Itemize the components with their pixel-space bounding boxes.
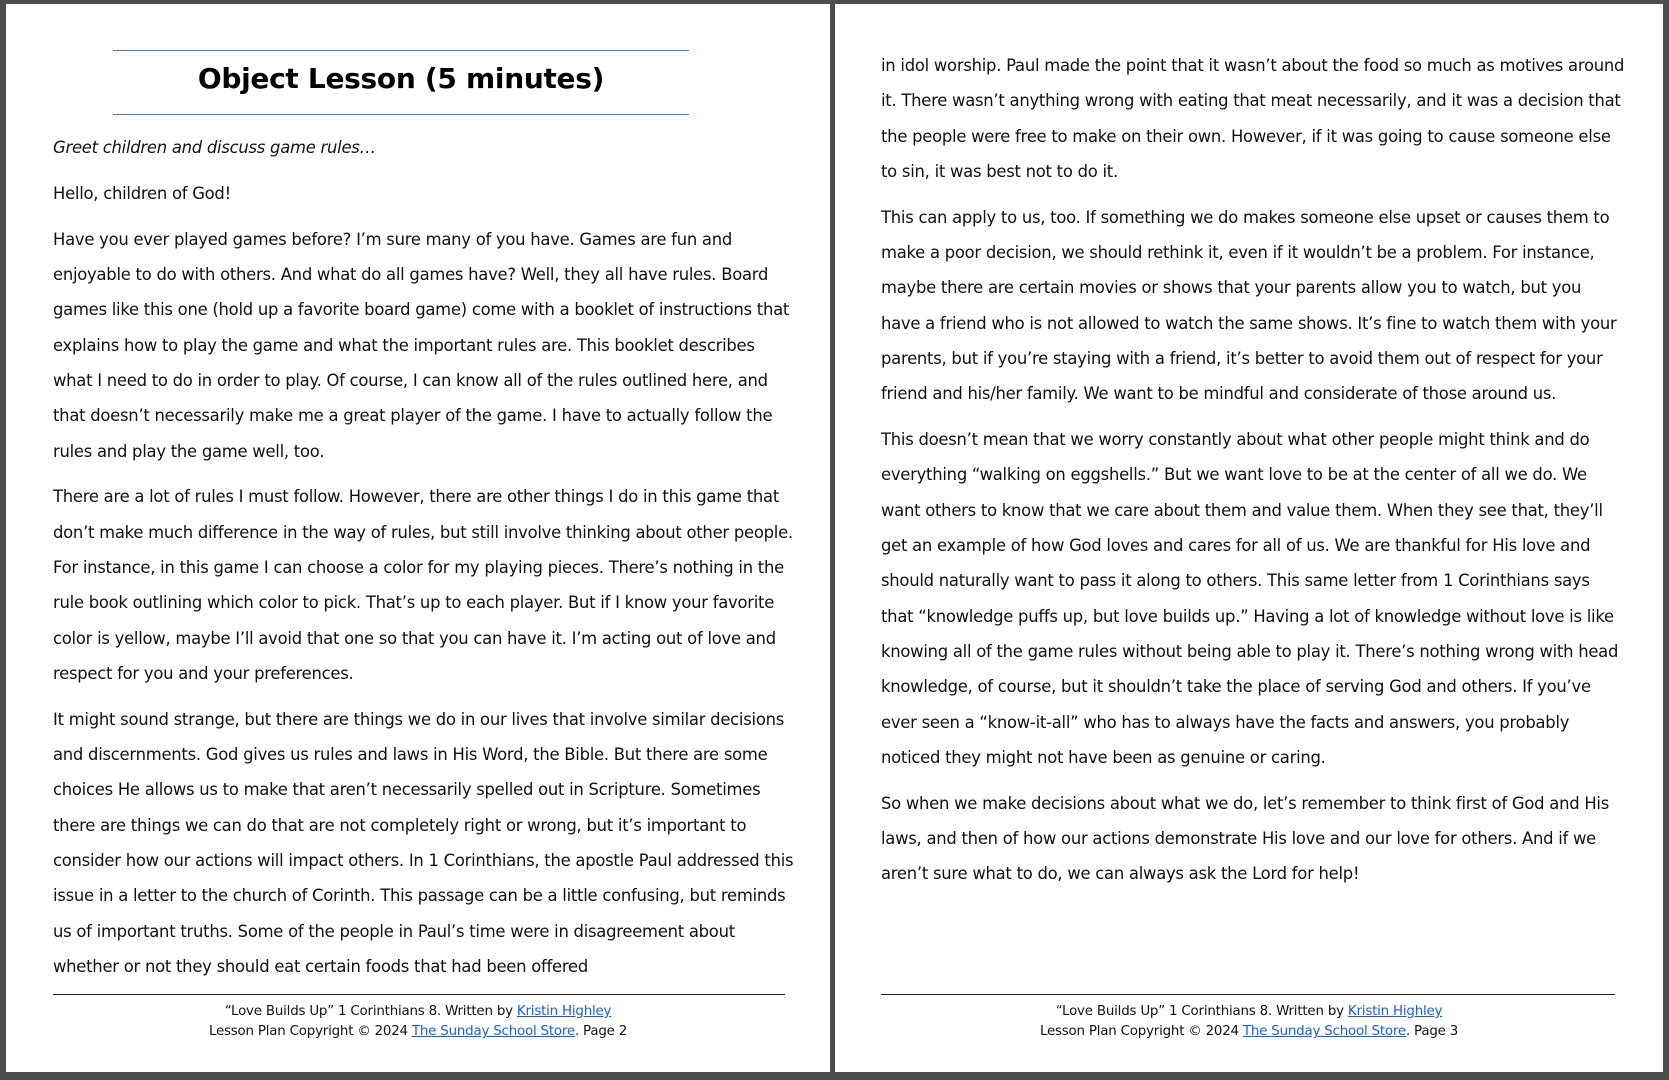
page-footer	[6, 1002, 830, 1042]
page-number: . Page 3	[1405, 1024, 1459, 1039]
footer-line-2	[835, 1022, 1663, 1042]
page-number: . Page 2	[574, 1024, 628, 1039]
page-3-body	[881, 48, 1625, 902]
page-2-body	[53, 130, 795, 995]
page-footer	[835, 1002, 1663, 1042]
footer-credit: “Love Builds Up” 1 Corinthians 8. Written by	[1055, 1004, 1348, 1019]
author-link[interactable]: Kristin Highley	[1347, 1004, 1443, 1019]
title-top-rule	[113, 50, 689, 51]
footer-copyright: Lesson Plan Copyright © 2024	[208, 1024, 412, 1039]
author-link[interactable]: Kristin Highley	[516, 1004, 612, 1019]
store-link[interactable]: The Sunday School Store	[411, 1024, 575, 1039]
page-3	[835, 4, 1663, 1072]
stage-direction: Greet children and discuss game rules…	[53, 138, 376, 157]
footer-line-2	[6, 1022, 830, 1042]
footer-rule	[881, 994, 1615, 995]
paragraph: There are a lot of rules I must follow. However, there are other things I do in this game that don’t make much difference in the way of rules, but still involve thinking about other people. For instance, in this game I can choose a color for my playing pieces. There’s nothing in the rule book outlining which color to pick. That’s up to each player. But if I know your favorite color is yellow, maybe I’ll avoid that one so that you can have it. I’m acting out of love and respect for you and your preferences.	[53, 487, 793, 683]
title-bottom-rule	[113, 114, 689, 115]
page-2	[6, 4, 830, 1072]
paragraph: This doesn’t mean that we worry constantly about what other people might think and do everything “walking on eggshells.” But we want love to be at the center of all we do. We want others to know that we care about them and value them. When they see that, they’ll get an example of how God loves and cares for all of us. We are thankful for His love and should naturally want to pass it along to others. This same letter from 1 Corinthians says that “knowledge puffs up, but love builds up.” Having a lot of knowledge without love is like knowing all of the game rules without being able to play it. There’s nothing wrong with head knowledge, of course, but it shouldn’t take the place of serving God and others. If you’ve ever seen a “know-it-all” who has to always have the facts and answers, you probably noticed they might not have been as genuine or caring.	[881, 430, 1619, 767]
paragraph: It might sound strange, but there are things we do in our lives that involve similar decisions and discernments. God gives us rules and laws in His Word, the Bible. But there are some choices He allows us to make that aren’t necessarily spelled out in Scripture. Sometimes there are things we can do that are not completely right or wrong, but it’s important to consider how our actions will impact others. In 1 Corinthians, the apostle Paul addressed this issue in a letter to the church of Corinth. This passage can be a little confusing, but reminds us of important truths. Some of the people in Paul’s time were in disagreement about whether or not they should eat certain foods that had been offered	[53, 709, 794, 976]
paragraph: Hello, children of God!	[53, 183, 231, 203]
paragraph: So when we make decisions about what we do, let’s remember to think first of God and His laws, and then of how our actions demonstrate His love and our love for others. And if we aren’t sure what to do, we can always ask the Lord for help!	[881, 793, 1609, 884]
paragraph: This can apply to us, too. If something we do makes someone else upset or causes them to make a poor decision, we should rethink it, even if it wouldn’t be a problem. For instance, maybe there are certain movies or shows that your parents allow you to watch, but you have a friend who is not allowed to watch the same shows. It’s fine to watch them with your parents, but if you’re staying with a friend, it’s better to avoid them out of respect for your friend and his/her family. We want to be mindful and considerate of those around us.	[881, 207, 1617, 404]
paragraph: in idol worship. Paul made the point that it wasn’t about the food so much as motives around it. There wasn’t anything wrong with eating that meat necessarily, and it was a decision that the people were free to make on their own. However, if it was going to cause someone else to sin, it was best not to do it.	[881, 56, 1625, 181]
store-link[interactable]: The Sunday School Store	[1242, 1024, 1406, 1039]
footer-line-1	[6, 1002, 830, 1022]
footer-copyright: Lesson Plan Copyright © 2024	[1039, 1024, 1243, 1039]
footer-credit: “Love Builds Up” 1 Corinthians 8. Written by	[224, 1004, 517, 1019]
footer-rule	[53, 994, 785, 995]
page-title: Object Lesson (5 minutes)	[197, 62, 605, 95]
footer-line-1	[835, 1002, 1663, 1022]
paragraph: Have you ever played games before? I’m sure many of you have. Games are fun and enjoyable to do with others. And what do all games have? Well, they all have rules. Board games like this one (hold up a favorite board game) come with a booklet of instructions that explains how to play the game and what the important rules are. This booklet describes what I need to do in order to play. Of course, I can know all of the rules outlined here, and that doesn’t necessarily make me a great player of the game. I have to actually follow the rules and play the game well, too.	[53, 229, 790, 461]
